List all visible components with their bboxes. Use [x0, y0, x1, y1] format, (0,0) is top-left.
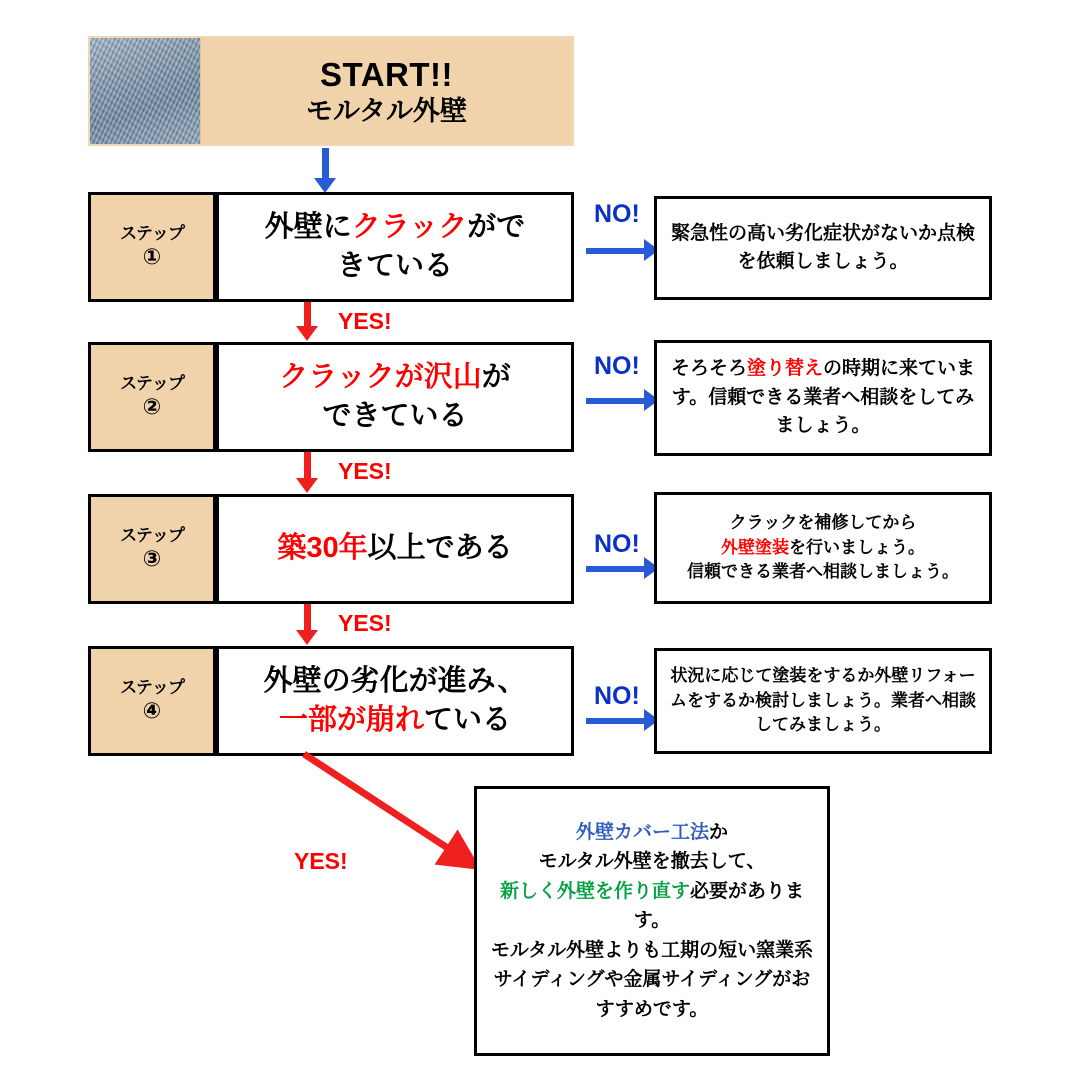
step-word-2: ステップ — [120, 373, 184, 393]
no-label-2: NO! — [594, 352, 640, 380]
yes-label-2: YES! — [338, 458, 392, 484]
step-label-3 — [88, 494, 216, 604]
step-number-2: ② — [142, 394, 162, 420]
step-word-1: ステップ — [120, 223, 184, 243]
question-box-1 — [216, 192, 574, 302]
question-box-4 — [216, 646, 574, 756]
step-number-3: ③ — [142, 546, 162, 572]
step-label-1 — [88, 192, 216, 302]
start-title: START!! — [319, 55, 454, 93]
yes-label-3: YES! — [338, 610, 392, 636]
question-1-line-1: 外壁にクラックがで — [264, 210, 526, 243]
answer-box-4 — [654, 648, 992, 754]
result-box — [474, 786, 830, 1056]
start-banner-text — [201, 38, 572, 144]
no-label-1: NO! — [594, 200, 640, 228]
start-subtitle: モルタル外壁 — [306, 95, 467, 126]
answer-1-text: 緊急性の高い劣化症状がないか点検を依頼しましょう。 — [670, 222, 975, 272]
start-banner — [88, 36, 574, 146]
question-2-line-1: クラックが沢山が — [279, 360, 511, 393]
question-3-line-1: 築30年以上である — [277, 532, 513, 565]
step-word-3: ステップ — [120, 525, 184, 545]
answer-3-text: クラックを補修してから 外壁塗装を行いましょう。 信頼できる業者へ相談しましょう。 — [687, 513, 959, 582]
step-number-1: ① — [142, 244, 162, 270]
question-2-line-2: できている — [322, 400, 468, 432]
arrow-step4-to-result — [290, 744, 500, 874]
step-label-4 — [88, 646, 216, 756]
answer-box-2 — [654, 340, 992, 456]
yes-label-1: YES! — [338, 308, 392, 334]
question-1-line-2: きている — [336, 250, 453, 282]
yes-label-4: YES! — [294, 848, 348, 874]
no-label-4: NO! — [594, 682, 640, 710]
result-text: 外壁カバー工法か モルタル外壁を撤去して、 新しく外壁を作り直す必要があります。 モルタル外壁よりも工期の短い窯業系サイディングや金属サイディングがおすすめです。 — [490, 821, 814, 1020]
question-4-line-2: 一部が崩れている — [278, 704, 512, 736]
answer-box-3 — [654, 492, 992, 604]
answer-box-1 — [654, 196, 992, 300]
answer-2-text: そろそろ塗り替えの時期に来ています。信頼できる業者へ相談をしてみましょう。 — [670, 358, 976, 437]
question-box-3 — [216, 494, 574, 604]
mortar-wall-photo — [90, 38, 201, 144]
step-number-4: ④ — [142, 698, 162, 724]
step-label-2 — [88, 342, 216, 452]
question-box-2 — [216, 342, 574, 452]
no-label-3: NO! — [594, 530, 640, 558]
answer-4-text: 状況に応じて塗装をするか外壁リフォームをするか検討しましょう。業者へ相談してみましょう。 — [670, 666, 976, 735]
question-4-line-1: 外壁の劣化が進み、 — [263, 664, 527, 697]
step-word-4: ステップ — [120, 677, 184, 697]
